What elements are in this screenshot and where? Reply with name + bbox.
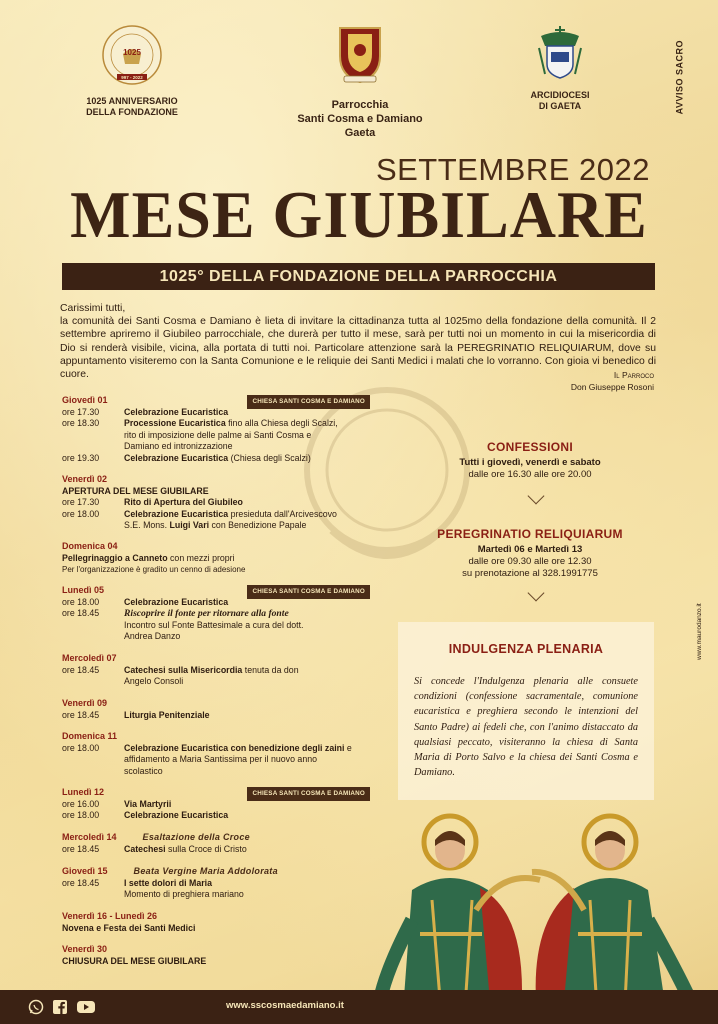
sacred-notice-label: AVVISO SACRO bbox=[674, 40, 684, 115]
event-italic: Riscoprire il fonte per ritornare alla fonte bbox=[124, 608, 289, 620]
confessioni-line2: dalle ore 16.30 alle ore 20.00 bbox=[468, 469, 592, 480]
event-bold: Luigi Vari bbox=[169, 520, 210, 531]
intro-greeting: Carissimi tutti, bbox=[60, 303, 126, 314]
website-link[interactable]: www.sscosmaedamiano.it bbox=[226, 1000, 344, 1011]
time: ore 18.30 bbox=[62, 418, 100, 429]
schedule-day-02 bbox=[62, 474, 370, 532]
event-bold: I sette dolori di Maria bbox=[124, 877, 212, 888]
schedule-day-16 bbox=[62, 911, 370, 934]
day-label: Mercoledì 14 bbox=[62, 832, 117, 842]
archdiocese-caption-2: DI GAETA bbox=[538, 101, 582, 111]
day-label: Venerdì 02 bbox=[62, 474, 108, 484]
parish-caption-3: Gaeta bbox=[344, 127, 376, 139]
parish-caption-2: Santi Cosma e Damiano bbox=[297, 113, 423, 125]
anniversary-caption-1: 1025 ANNIVERSARIO bbox=[86, 96, 178, 106]
event-bold: Catechesi bbox=[124, 843, 166, 854]
event-bold: Pellegrinaggio a Canneto bbox=[62, 552, 168, 563]
confessioni-title: CONFESSIONI bbox=[487, 440, 573, 454]
feast-label: Esaltazione della Croce bbox=[142, 832, 250, 842]
anniversary-number: 1025 bbox=[123, 48, 141, 57]
main-title: MESE GIUBILARE bbox=[70, 177, 648, 252]
day-label: Venerdì 30 bbox=[62, 944, 108, 954]
event: Liturgia Penitenziale bbox=[124, 709, 210, 720]
indulgenza-box bbox=[398, 622, 654, 800]
peregrinatio-block bbox=[410, 528, 650, 580]
time: ore 17.30 bbox=[62, 406, 100, 417]
month-title: SETTEMBRE 2022 bbox=[375, 152, 650, 187]
day-label: Lunedì 12 bbox=[62, 787, 105, 797]
event-bold: Celebrazione Eucaristica con benedizione degli zaini bbox=[124, 742, 345, 753]
event-detail: Incontro sul Fonte Battesimale a cura del dott. Andrea Danzo bbox=[124, 619, 304, 642]
time: ore 18.45 bbox=[62, 709, 100, 720]
time: ore 18.45 bbox=[62, 664, 100, 675]
church-tag: CHIESA SANTI COSMA E DAMIANO bbox=[247, 585, 370, 599]
subtitle-band: 1025° DELLA FONDAZIONE DELLA PARROCCHIA bbox=[62, 263, 655, 290]
anniversary-years: 997 - 2022 bbox=[121, 75, 143, 80]
event-detail: sulla Croce di Cristo bbox=[165, 843, 247, 854]
event-detail: tenuta da don Angelo Consoli bbox=[124, 664, 299, 687]
schedule-day-01 bbox=[62, 395, 370, 465]
day-label: Domenica 04 bbox=[62, 541, 118, 551]
event-bold: Processione Eucaristica bbox=[124, 418, 226, 429]
time: ore 19.30 bbox=[62, 452, 100, 463]
church-tag: CHIESA SANTI COSMA E DAMIANO bbox=[247, 395, 370, 409]
signature-name: Don Giuseppe Rosoni bbox=[570, 382, 654, 392]
day-label: Lunedì 05 bbox=[62, 585, 105, 595]
indulgenza-title: INDULGENZA PLENARIA bbox=[448, 642, 604, 656]
confessioni-line1: Tutti i giovedì, venerdì e sabato bbox=[459, 457, 601, 468]
day-label: Giovedì 15 bbox=[62, 866, 108, 876]
intro-body: la comunità dei Santi Cosma e Damiano è lieta di invitare la cittadinanza tutta al 1025mo della fondazione della comunità. Il 2 settembre apriremo il Giubileo parrocchiale, che durerà per tutto il mese, sarà per tutti noi un momento in cui la misericordia di Dio si renderà visibile, vicina, alla portata di tutti noi. Particolare attenzione sarà la PEREGRINATIO RELIQUIARUM, dove su appuntamento visiteremo con la Santa Comunione e le reliquie dei Santi Medici i malati che lo vorranno. Con gioia vi benedico di cuore. bbox=[60, 316, 656, 381]
peregrinatio-line1: Martedì 06 e Martedì 13 bbox=[477, 544, 583, 555]
event: Rito di Apertura del Giubileo bbox=[124, 497, 243, 508]
time: ore 18.45 bbox=[62, 843, 100, 854]
peregrinatio-line2: dalle ore 09.30 alle ore 12.30 bbox=[468, 556, 592, 567]
anniversary-caption-2: DELLA FONDAZIONE bbox=[86, 107, 178, 117]
feast-label: Beata Vergine Maria Addolorata bbox=[133, 866, 278, 876]
intro-letter bbox=[60, 302, 656, 381]
schedule-day-14 bbox=[62, 832, 370, 855]
time: ore 18.00 bbox=[62, 596, 100, 607]
event-detail: Momento di preghiera mariano bbox=[124, 889, 244, 900]
archdiocese-logo-block bbox=[520, 24, 600, 112]
time: ore 16.00 bbox=[62, 798, 100, 809]
day-label: Venerdì 16 - Lunedì 26 bbox=[62, 911, 158, 921]
schedule-day-11 bbox=[62, 731, 370, 777]
day-label: Mercoledì 07 bbox=[62, 653, 117, 663]
event-bold: Catechesi sulla Misericordia bbox=[124, 664, 243, 675]
designer-credit: www.maurodanzo.it bbox=[696, 603, 703, 660]
signature-role: Il Parroco bbox=[613, 370, 654, 380]
event-detail: con mezzi propri bbox=[167, 552, 235, 563]
time: ore 18.45 bbox=[62, 877, 100, 888]
day-label: Giovedì 01 bbox=[62, 395, 108, 405]
time: ore 17.30 bbox=[62, 497, 100, 508]
peregrinatio-title: PEREGRINATIO RELIQUIARUM bbox=[437, 527, 623, 541]
day-label: Domenica 11 bbox=[62, 731, 118, 741]
time: ore 18.45 bbox=[62, 608, 100, 619]
event: Celebrazione Eucaristica bbox=[124, 406, 229, 417]
event-note: Per l'organizzazione è gradito un cenno di adesione bbox=[62, 565, 246, 575]
schedule-day-30 bbox=[62, 944, 370, 967]
schedule-day-07 bbox=[62, 653, 370, 688]
chevron-down-icon bbox=[528, 488, 545, 505]
event: Celebrazione Eucaristica bbox=[124, 596, 229, 607]
event-detail: fino alla Chiesa degli Scalzi, rito di imposizione delle palme ai Santi Cosma e Damiano ed intronizzazione bbox=[124, 418, 338, 452]
confessioni-block bbox=[420, 441, 640, 481]
parish-crest-icon bbox=[334, 22, 386, 86]
chevron-down-icon bbox=[528, 585, 545, 602]
facebook-icon[interactable] bbox=[52, 999, 68, 1015]
schedule-day-15 bbox=[62, 866, 370, 901]
event: Via Martyrii bbox=[124, 798, 172, 809]
youtube-icon[interactable] bbox=[76, 999, 96, 1015]
event-bold: Celebrazione Eucaristica bbox=[124, 508, 229, 519]
day-heading: APERTURA DEL MESE GIUBILARE bbox=[62, 485, 209, 496]
time: ore 18.00 bbox=[62, 742, 100, 753]
time: ore 18.00 bbox=[62, 810, 100, 821]
whatsapp-icon[interactable] bbox=[28, 999, 44, 1015]
signature bbox=[571, 369, 654, 393]
time: ore 18.00 bbox=[62, 508, 100, 519]
event-bold: Celebrazione Eucaristica bbox=[124, 452, 229, 463]
archdiocese-caption-1: ARCIDIOCESI bbox=[530, 90, 590, 100]
day-label: Venerdì 09 bbox=[62, 698, 108, 708]
event-detail: presieduta dall'Arcivescovo S.E. Mons. bbox=[124, 508, 337, 531]
schedule-day-05 bbox=[62, 585, 370, 643]
event-detail: con Benedizione Papale bbox=[209, 520, 307, 531]
parish-logo-block bbox=[282, 22, 438, 140]
parish-caption-1: Parrocchia bbox=[331, 99, 389, 111]
schedule-day-09 bbox=[62, 698, 370, 721]
anniversary-logo-block bbox=[82, 24, 182, 118]
event: Novena e Festa dei Santi Medici bbox=[62, 922, 196, 933]
indulgenza-body: Si concede l'Indulgenza plenaria alle consuete condizioni (confessione sacramentale, comunione eucaristica e preghiera secondo le intenzioni del Santo Padre) ai fedeli che, con l'animo distaccato da qualsiasi peccato, visiteranno la chiesa di Santa Maria di Porto Salvo e la chiesa dei Santi Cosma e Damiano. bbox=[414, 676, 638, 779]
archdiocese-crest-icon bbox=[535, 24, 585, 80]
footer-bar bbox=[0, 990, 718, 1024]
schedule-day-04 bbox=[62, 541, 370, 576]
event-detail: e affidamento a Maria Santissima per il nuovo anno scolastico bbox=[124, 742, 352, 776]
event-detail: (Chiesa degli Scalzi) bbox=[228, 452, 311, 463]
church-tag: CHIESA SANTI COSMA E DAMIANO bbox=[247, 787, 370, 801]
peregrinatio-line3: su prenotazione al 328.1991775 bbox=[462, 568, 598, 579]
event: CHIUSURA DEL MESE GIUBILARE bbox=[62, 955, 207, 966]
event: Celebrazione Eucaristica bbox=[124, 810, 229, 821]
schedule-day-12 bbox=[62, 787, 370, 822]
